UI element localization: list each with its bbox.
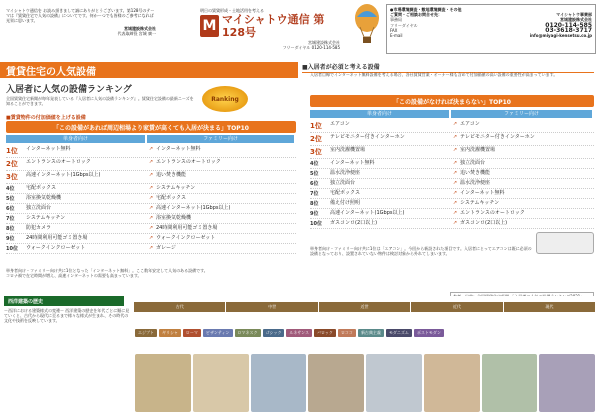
section-banner: 賃貸住宅の人気設備 (0, 62, 298, 78)
architecture-style: モダニズム (386, 329, 412, 337)
trend-arrow-icon: ↗ (148, 225, 154, 231)
building-image (251, 354, 307, 412)
single-item: インターネット無料 (330, 160, 375, 166)
single-item: 高速インターネット(1Gbps以上) (26, 172, 101, 178)
ranking-row (310, 209, 594, 219)
left-ranking-list (6, 145, 296, 254)
single-item: テレビモニター付きインターホン (330, 134, 405, 140)
family-item: システムキッチン (156, 185, 196, 191)
newsletter-title: マイシャトウ通信 第128号 (222, 13, 325, 40)
single-item: ウォークインクローゼット (26, 245, 86, 251)
building-image (424, 354, 480, 412)
right-header: ■入居者が必須と考える設備 (302, 62, 594, 73)
architecture-style: 新古典主義 (358, 329, 384, 337)
ranking-row (310, 179, 594, 189)
ranking-row (310, 169, 594, 179)
single-item: 24時間利用可能ゴミ置き場 (26, 235, 88, 241)
ranking-row (310, 120, 594, 133)
building-image (366, 354, 422, 412)
ranking-row (6, 244, 296, 254)
rank-number: 3位 (6, 173, 18, 181)
publisher: 宮城建設株式会社 (308, 40, 340, 46)
rank-number: 6位 (310, 181, 319, 187)
rank-number: 5位 (6, 196, 15, 202)
architecture-style: ルネサンス (286, 329, 312, 337)
building-image (193, 354, 249, 412)
rank-number: 9位 (310, 211, 319, 217)
rank-number: 5位 (310, 171, 319, 177)
ranking-row (6, 194, 296, 204)
rank-number: 10位 (310, 221, 322, 227)
single-item: 宅配ボックス (26, 185, 56, 191)
email-link[interactable]: info@miyagi-kensetsu.co.jp (529, 33, 592, 39)
family-item: ウォークインクローゼット (156, 235, 216, 241)
single-item: エアコン (330, 121, 350, 127)
era-label: 現代 (504, 302, 596, 312)
company-left-sub: 代表取締役 宮城 廣一 (117, 30, 156, 36)
building-image (308, 354, 364, 412)
trend-arrow-icon: ↗ (148, 205, 154, 211)
ranking-badge: Ranking (202, 86, 248, 112)
family-item: 追い焚き機能 (156, 172, 187, 178)
history-text: ー西洋における建築様式の変遷ー 西洋建築の歴史を年代ごとに順に見ていくと、古代から現代に至るまで様々な様式が生まれ、その時代の文化や技術を反映しています。 (4, 308, 130, 324)
trend-arrow-icon: ↗ (148, 215, 154, 221)
rank-number: 1位 (6, 147, 18, 155)
ranking-row (6, 224, 296, 234)
left-body-text: 単身者向け・ファミリー向け共に1位となった「インターネット無料」。ここ数年安定して人気のある設備です。コロナ禍で在宅時間が増え、高速インターネットの需要も高まっています。 (6, 268, 208, 279)
newsletter-logo (200, 8, 340, 51)
rank-number: 7位 (6, 216, 15, 222)
family-item: 独立洗面台 (460, 160, 486, 166)
right-body-text: 単身者向け・ファミリー向け共に1位は「エアコン」。今回から新設された項目です。入居者にとってエアコンは既に必須の設備となっており、設置されていない物件は検討対象から外れてしまいます。 (310, 246, 532, 257)
single-item: システムキッチン (26, 215, 66, 221)
single-item: 高速インターネット(1Gbps以上) (330, 210, 405, 216)
single-item: 独立洗面台 (26, 205, 52, 211)
ranking-row (310, 199, 594, 209)
ranking-row (6, 214, 296, 224)
architecture-style: ロマネスク (235, 329, 261, 337)
ranking-row (310, 146, 594, 159)
family-item: エントランスのオートロック (460, 210, 525, 216)
ranking-row (6, 184, 296, 194)
trend-arrow-icon: ↗ (452, 121, 458, 127)
family-item: 室内洗濯機置場 (460, 147, 496, 153)
single-item: 備え付け照明 (330, 200, 361, 206)
trend-arrow-icon: ↗ (148, 146, 154, 152)
family-item: エアコン (460, 121, 480, 127)
ranking-row (6, 171, 296, 184)
left-intro: 全国賃貸住宅新聞が毎年発表している『入居者に人気の設備ランキング』。賃貸住宅設備の最新ニーズを知ることができます。 (6, 96, 194, 107)
style-list (134, 328, 596, 338)
architecture-style: ローマ (183, 329, 201, 337)
ranking-row (310, 219, 594, 229)
air-conditioner-icon (536, 232, 594, 254)
family-item: 高速インターネット(1Gbps以上) (156, 205, 231, 211)
rank-number: 1位 (310, 122, 322, 130)
trend-arrow-icon: ↗ (148, 195, 154, 201)
ranking-row (310, 133, 594, 146)
trend-arrow-icon: ↗ (452, 210, 458, 216)
trend-arrow-icon: ↗ (148, 172, 154, 178)
ranking-row (310, 189, 594, 199)
family-item: エントランスのオートロック (156, 159, 221, 165)
rank-number: 10位 (6, 246, 18, 252)
trend-arrow-icon: ↗ (452, 220, 458, 226)
architecture-style: バロック (314, 329, 336, 337)
building-image (539, 354, 595, 412)
right-intro: 入居者目線でインターネット無料設備を考える場合、各社賃貸営業・オーナー様も含めて付加価値の高い設備の重要性が高まっています。 (310, 72, 558, 77)
greeting-text: マイシャトウ通信を お読み頂きまして誠にありがとうございます。第128号のテーマは『賃貸住宅で人気の設備』についてです。何かーつでも皆様のご参考になれば光栄に思います。 (6, 8, 155, 24)
right-col-single: 単身者向け (310, 110, 449, 118)
rank-number: 8位 (6, 226, 15, 232)
single-item: ガスコンロ(2口以上) (330, 220, 378, 226)
single-item: エントランスのオートロック (26, 159, 91, 165)
family-item: 浴室換気乾燥機 (156, 215, 192, 221)
single-item: 独立洗面台 (330, 180, 356, 186)
left-col-family: ファミリー向け (147, 135, 294, 143)
building-image (482, 354, 538, 412)
architecture-style: ゴシック (263, 329, 285, 337)
trend-arrow-icon: ↗ (452, 180, 458, 186)
rank-number: 9位 (6, 236, 15, 242)
family-item: 宅配ボックス (156, 195, 186, 201)
family-item: テレビモニター付きインターホン (460, 134, 535, 140)
era-label: 古代 (134, 302, 226, 312)
single-item: 温水洗浄便座 (330, 170, 361, 176)
left-table-title: 「この設備があれば周辺相場より家賃が高くても入居が決まる」TOP10 (6, 121, 296, 133)
ranking-title: 入居者に人気の設備ランキング (6, 85, 132, 95)
greeting (6, 8, 156, 36)
rank-number: 2位 (310, 135, 322, 143)
ranking-row (6, 234, 296, 244)
ranking-row (310, 159, 594, 169)
trend-arrow-icon: ↗ (452, 200, 458, 206)
left-table-columns (6, 135, 296, 143)
family-item: 24時間利用可能ゴミ置き場 (156, 225, 218, 231)
era-label: 近世 (319, 302, 411, 312)
single-item: インターネット無料 (26, 146, 71, 152)
trend-arrow-icon: ↗ (452, 147, 458, 153)
company-left: 宮城建設株式会社 (124, 25, 156, 31)
single-item: 浴室換気乾燥機 (26, 195, 62, 201)
single-item: 室内洗濯機置場 (330, 147, 366, 153)
rank-number: 8位 (310, 201, 319, 207)
rank-number: 2位 (6, 160, 18, 168)
trend-arrow-icon: ↗ (452, 160, 458, 166)
architecture-style: ポストモダン (414, 329, 444, 337)
hot-air-balloon-icon (352, 3, 382, 47)
family-item: 追い焚き機能 (460, 170, 491, 176)
trend-arrow-icon: ↗ (452, 170, 458, 176)
logo-icon: M (200, 15, 219, 37)
building-images (134, 354, 596, 412)
architecture-style: ギリシャ (159, 329, 181, 337)
ranking-row (6, 158, 296, 171)
single-item: 宅配ボックス (330, 190, 360, 196)
trend-arrow-icon: ↗ (148, 185, 154, 191)
family-item: インターネット無料 (460, 190, 505, 196)
single-item: 防犯カメラ (26, 225, 52, 231)
left-subheading: ■賃貸物件の付加価値を上げる設備 (6, 115, 86, 121)
rank-number: 7位 (310, 191, 319, 197)
architecture-style: ロココ (338, 329, 356, 337)
left-col-single: 単身者向け (6, 135, 145, 143)
family-item: ガレージ (156, 245, 176, 251)
rank-number: 6位 (6, 206, 15, 212)
era-label: 近代 (411, 302, 503, 312)
ranking-row (6, 145, 296, 158)
trend-arrow-icon: ↗ (148, 159, 154, 165)
architecture-style: エジプト (135, 329, 157, 337)
contact-box: ●市場環境調査・敷地環境調査・その他 ご質問・ご相談お問合せ先： マイシャトウ事業部 事務局 宮城建設株式会社 フリーダイヤル 0120-114-585 FAX 03-3618-3717 E-mail info@miyagi-kensetsu.co.jp (386, 4, 596, 54)
family-item: インターネット無料 (156, 146, 201, 152)
right-table-title: 「この設備がなければ決まらない」TOP10 (310, 95, 594, 107)
trend-arrow-icon: ↗ (452, 190, 458, 196)
architecture-style: ビザンティン (203, 329, 233, 337)
family-item: システムキッチン (460, 200, 500, 206)
trend-arrow-icon: ↗ (148, 235, 154, 241)
free-dial: フリーダイヤル 0120-114-585 (282, 45, 340, 51)
family-item: 温水洗浄便座 (460, 180, 491, 186)
rank-number: 4位 (6, 186, 15, 192)
trend-arrow-icon: ↗ (148, 245, 154, 251)
ranking-row (6, 204, 296, 214)
right-col-family: ファミリー向け (451, 110, 592, 118)
era-label: 中世 (226, 302, 318, 312)
history-header: 西洋建築の歴史 (4, 296, 124, 306)
phone-link[interactable]: 0120-114-585 (545, 21, 592, 29)
right-table-columns (310, 110, 594, 118)
family-item: ガスコンロ(2口以上) (460, 220, 508, 226)
building-image (135, 354, 191, 412)
trend-arrow-icon: ↗ (452, 134, 458, 140)
rank-number: 4位 (310, 161, 319, 167)
tagline: 明日の賃貸形成・土地活用を考える (200, 8, 264, 13)
era-band (134, 302, 596, 312)
right-ranking-list (310, 120, 594, 229)
rank-number: 3位 (310, 148, 322, 156)
